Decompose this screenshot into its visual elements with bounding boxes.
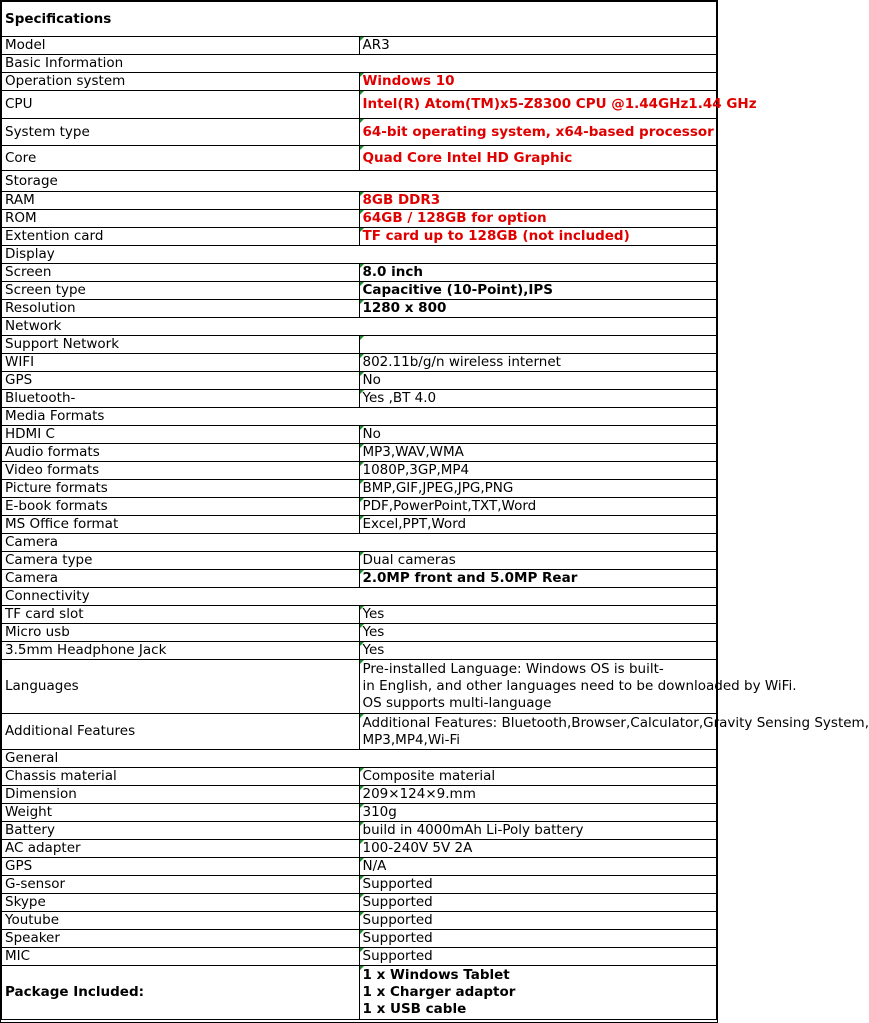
spec-title: Specifications <box>2 2 717 37</box>
section-heading: General <box>2 750 717 768</box>
spec-row <box>2 264 717 282</box>
spec-value-line: in English, and other languages need to be downloaded by WiFi. <box>362 678 797 694</box>
spec-label: Screen type <box>2 282 360 300</box>
spec-label: Bluetooth- <box>2 390 360 408</box>
spec-label: Speaker <box>2 930 360 948</box>
spec-row <box>2 462 717 480</box>
section-heading: Storage <box>2 171 717 192</box>
spec-value: Excel,PPT,Word <box>359 516 717 534</box>
section-row <box>2 318 717 336</box>
section-row <box>2 534 717 552</box>
spec-value: PDF,PowerPoint,TXT,Word <box>359 498 717 516</box>
spec-label: Youtube <box>2 912 360 930</box>
spec-row <box>2 498 717 516</box>
spec-row <box>2 210 717 228</box>
spec-row <box>2 552 717 570</box>
spec-label: Weight <box>2 804 360 822</box>
section-heading: Network <box>2 318 717 336</box>
spec-value: Yes <box>359 624 717 642</box>
spec-value: 8.0 inch <box>359 264 717 282</box>
spec-label: ROM <box>2 210 360 228</box>
spec-value: 310g <box>359 804 717 822</box>
spec-value: Capacitive (10-Point),IPS <box>359 282 717 300</box>
section-heading: Connectivity <box>2 588 717 606</box>
spec-value: Composite material <box>359 768 717 786</box>
spec-value: 2.0MP front and 5.0MP Rear <box>359 570 717 588</box>
title-row <box>2 2 717 37</box>
spec-label: Battery <box>2 822 360 840</box>
spec-row <box>2 228 717 246</box>
spec-value: Dual cameras <box>359 552 717 570</box>
spec-value: 64-bit operating system, x64-based processor <box>359 119 717 146</box>
spec-label: System type <box>2 119 360 146</box>
spec-value-line: 1 x Windows Tablet <box>362 967 510 983</box>
section-row <box>2 408 717 426</box>
spec-value: Yes <box>359 642 717 660</box>
spec-row <box>2 804 717 822</box>
spec-value: Supported <box>359 876 717 894</box>
section-row <box>2 55 717 73</box>
spec-row <box>2 282 717 300</box>
spec-value: Yes ,BT 4.0 <box>359 390 717 408</box>
section-heading: Camera <box>2 534 717 552</box>
spec-row <box>2 840 717 858</box>
spec-label: Screen <box>2 264 360 282</box>
spec-row <box>2 624 717 642</box>
spec-row <box>2 516 717 534</box>
spec-label: Extention card <box>2 228 360 246</box>
spec-value <box>359 714 869 750</box>
spec-label: TF card slot <box>2 606 360 624</box>
spec-value: Intel(R) Atom(TM)x5-Z8300 CPU @1.44GHz1.44 GHz <box>359 91 717 119</box>
spec-row <box>2 119 717 146</box>
spec-value: AR3 <box>359 37 717 55</box>
spec-value: 1080P,3GP,MP4 <box>359 462 717 480</box>
spec-row <box>2 372 717 390</box>
spec-label: G-sensor <box>2 876 360 894</box>
spec-row <box>2 146 717 171</box>
spec-row <box>2 426 717 444</box>
spec-value-line: 1 x Charger adaptor <box>362 984 516 1000</box>
spec-label: AC adapter <box>2 840 360 858</box>
spec-row <box>2 480 717 498</box>
spec-label: CPU <box>2 91 360 119</box>
spec-value: No <box>359 372 717 390</box>
spec-label: Package Included: <box>2 966 360 1020</box>
spec-label: Model <box>2 37 360 55</box>
spec-value: 209×124×9.mm <box>359 786 717 804</box>
spec-label: GPS <box>2 858 360 876</box>
spec-label: Support Network <box>2 336 360 354</box>
spec-label: Chassis material <box>2 768 360 786</box>
spec-value: 1280 x 800 <box>359 300 717 318</box>
spec-label: Picture formats <box>2 480 360 498</box>
spec-value: Windows 10 <box>359 73 717 91</box>
spec-row <box>2 444 717 462</box>
spec-value <box>359 660 797 714</box>
section-heading: Media Formats <box>2 408 717 426</box>
spec-value: No <box>359 426 717 444</box>
section-row <box>2 171 717 192</box>
spec-value: Supported <box>359 894 717 912</box>
spec-row <box>2 336 717 354</box>
spec-row <box>2 876 717 894</box>
spec-row <box>2 714 717 750</box>
spec-label: MS Office format <box>2 516 360 534</box>
spec-row <box>2 73 717 91</box>
spec-label: HDMI C <box>2 426 360 444</box>
section-heading: Basic Information <box>2 55 717 73</box>
spec-label: Video formats <box>2 462 360 480</box>
section-heading: Display <box>2 246 717 264</box>
spec-label: Micro usb <box>2 624 360 642</box>
spec-row <box>2 966 717 1020</box>
spec-label: WIFI <box>2 354 360 372</box>
spec-value: 8GB DDR3 <box>359 192 717 210</box>
spec-row <box>2 822 717 840</box>
spec-row <box>2 858 717 876</box>
spec-table <box>1 1 869 1020</box>
spec-label: GPS <box>2 372 360 390</box>
spec-row <box>2 948 717 966</box>
spec-value-line: OS supports multi-language <box>362 695 552 711</box>
spec-row <box>2 912 717 930</box>
spec-label: Resolution <box>2 300 360 318</box>
spec-row <box>2 894 717 912</box>
spec-value: build in 4000mAh Li-Poly battery <box>359 822 717 840</box>
section-row <box>2 750 717 768</box>
spec-row <box>2 606 717 624</box>
spec-label: Core <box>2 146 360 171</box>
spec-label: E-book formats <box>2 498 360 516</box>
spec-value: Quad Core Intel HD Graphic <box>359 146 717 171</box>
spec-row <box>2 768 717 786</box>
spec-value-line: MP3,MP4,Wi-Fi <box>362 731 461 748</box>
spec-value-line: Pre-installed Language: Windows OS is built- <box>362 661 664 677</box>
spec-label: Dimension <box>2 786 360 804</box>
spec-row <box>2 192 717 210</box>
spec-label: Operation system <box>2 73 360 91</box>
spec-row <box>2 91 717 119</box>
spec-row <box>2 642 717 660</box>
spec-label: Languages <box>2 660 360 714</box>
spec-label: Audio formats <box>2 444 360 462</box>
spec-row <box>2 354 717 372</box>
spec-value: Supported <box>359 930 717 948</box>
spec-value <box>359 966 717 1020</box>
section-row <box>2 588 717 606</box>
spec-value: 802.11b/g/n wireless internet <box>359 354 717 372</box>
spec-value: Yes <box>359 606 717 624</box>
spec-label: 3.5mm Headphone Jack <box>2 642 360 660</box>
spec-value: Supported <box>359 912 717 930</box>
spec-row <box>2 390 717 408</box>
section-row <box>2 246 717 264</box>
spec-label: Additional Features <box>2 714 360 750</box>
spec-value <box>359 336 717 354</box>
spec-label: RAM <box>2 192 360 210</box>
spec-row <box>2 786 717 804</box>
spec-label: MIC <box>2 948 360 966</box>
spec-label: Skype <box>2 894 360 912</box>
spec-label: Camera type <box>2 552 360 570</box>
spec-value: 64GB / 128GB for option <box>359 210 717 228</box>
spec-value: BMP,GIF,JPEG,JPG,PNG <box>359 480 717 498</box>
spec-value: N/A <box>359 858 717 876</box>
spec-row <box>2 570 717 588</box>
spec-value: Supported <box>359 948 717 966</box>
spec-value-line: 1 x USB cable <box>362 1001 467 1017</box>
spec-value: TF card up to 128GB (not included) <box>359 228 717 246</box>
spec-label: Camera <box>2 570 360 588</box>
spec-row <box>2 930 717 948</box>
spec-row <box>2 300 717 318</box>
spec-value: 100-240V 5V 2A <box>359 840 717 858</box>
spec-value: MP3,WAV,WMA <box>359 444 717 462</box>
spec-row <box>2 37 717 55</box>
spec-value-line: Additional Features: Bluetooth,Browser,Calculator,Gravity Sensing System, <box>362 714 869 731</box>
spec-row <box>2 660 717 714</box>
